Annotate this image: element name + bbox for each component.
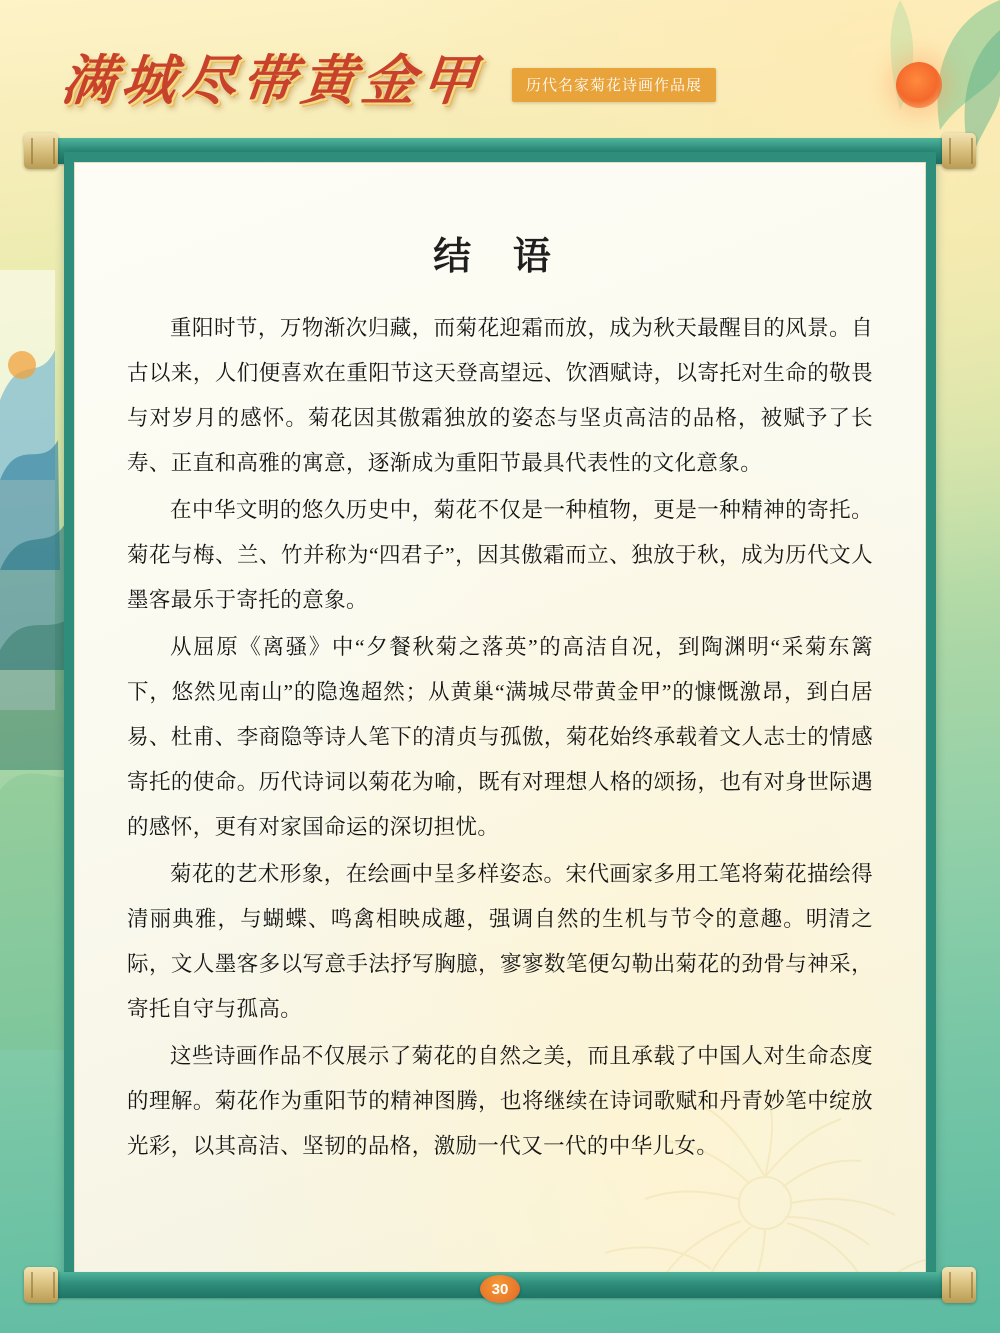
scroll-knob-top-left xyxy=(24,133,58,169)
paragraph: 从屈原《离骚》中“夕餐秋菊之落英”的高洁自况，到陶渊明“采菊东篱下，悠然见南山”的隐逸超然；从黄巢“满城尽带黄金甲”的慷慨激昂，到白居易、杜甫、李商隐等诗人笔下的清贞与孤傲，菊花始终承载着文人志士的情感寄托的使命。历代诗词以菊花为喻，既有对理想人格的颂扬，也有对身世际遇的感怀，更有对家国命运的深切担忧。 xyxy=(127,635,873,839)
document-content xyxy=(75,163,925,1169)
page-number-badge: 30 xyxy=(480,1275,520,1303)
paragraph: 在中华文明的悠久历史中，菊花不仅是一种植物，更是一种精神的寄托。菊花与梅、兰、竹并称为“四君子”，因其傲霜而立、独放于秋，成为历代文人墨客最乐于寄托的意象。 xyxy=(127,498,873,612)
paper-sheet xyxy=(74,162,926,1274)
brand-title: 满城尽带黄金甲 xyxy=(58,51,485,111)
scroll-knob-top-right xyxy=(942,133,976,169)
scroll-knob-bottom-right xyxy=(942,1267,976,1303)
exhibition-subtitle-badge: 历代名家菊花诗画作品展 xyxy=(512,68,716,102)
document-body xyxy=(127,306,873,1169)
paper-border xyxy=(64,152,936,1284)
paragraph: 菊花的艺术形象，在绘画中呈多样姿态。宋代画家多用工笔将菊花描绘得清丽典雅，与蝴蝶、鸣禽相映成趣，强调自然的生机与节令的意趣。明清之际，文人墨客多以写意手法抒写胸臆，寥寥数笔便勾勒出菊花的劲骨与神采，寄托自守与孤高。 xyxy=(127,862,873,1021)
paragraph: 重阳时节，万物渐次归藏，而菊花迎霜而放，成为秋天最醒目的风景。自古以来，人们便喜欢在重阳节这天登高望远、饮酒赋诗，以寄托对生命的敬畏与对岁月的感怀。菊花因其傲霜独放的姿态与坚贞高洁的品格，被赋予了长寿、正直和高雅的寓意，逐渐成为重阳节最具代表性的文化意象。 xyxy=(127,316,873,475)
scroll-frame xyxy=(28,138,972,1298)
page-title: 结 语 xyxy=(433,236,567,278)
page-header xyxy=(0,0,1000,140)
scroll-knob-bottom-left xyxy=(24,1267,58,1303)
paragraph: 这些诗画作品不仅展示了菊花的自然之美，而且承载了中国人对生命态度的理解。菊花作为重阳节的精神图腾，也将继续在诗词歌赋和丹青妙笔中绽放光彩，以其高洁、坚韧的品格，激励一代又一代的中华儿女。 xyxy=(127,1044,873,1158)
